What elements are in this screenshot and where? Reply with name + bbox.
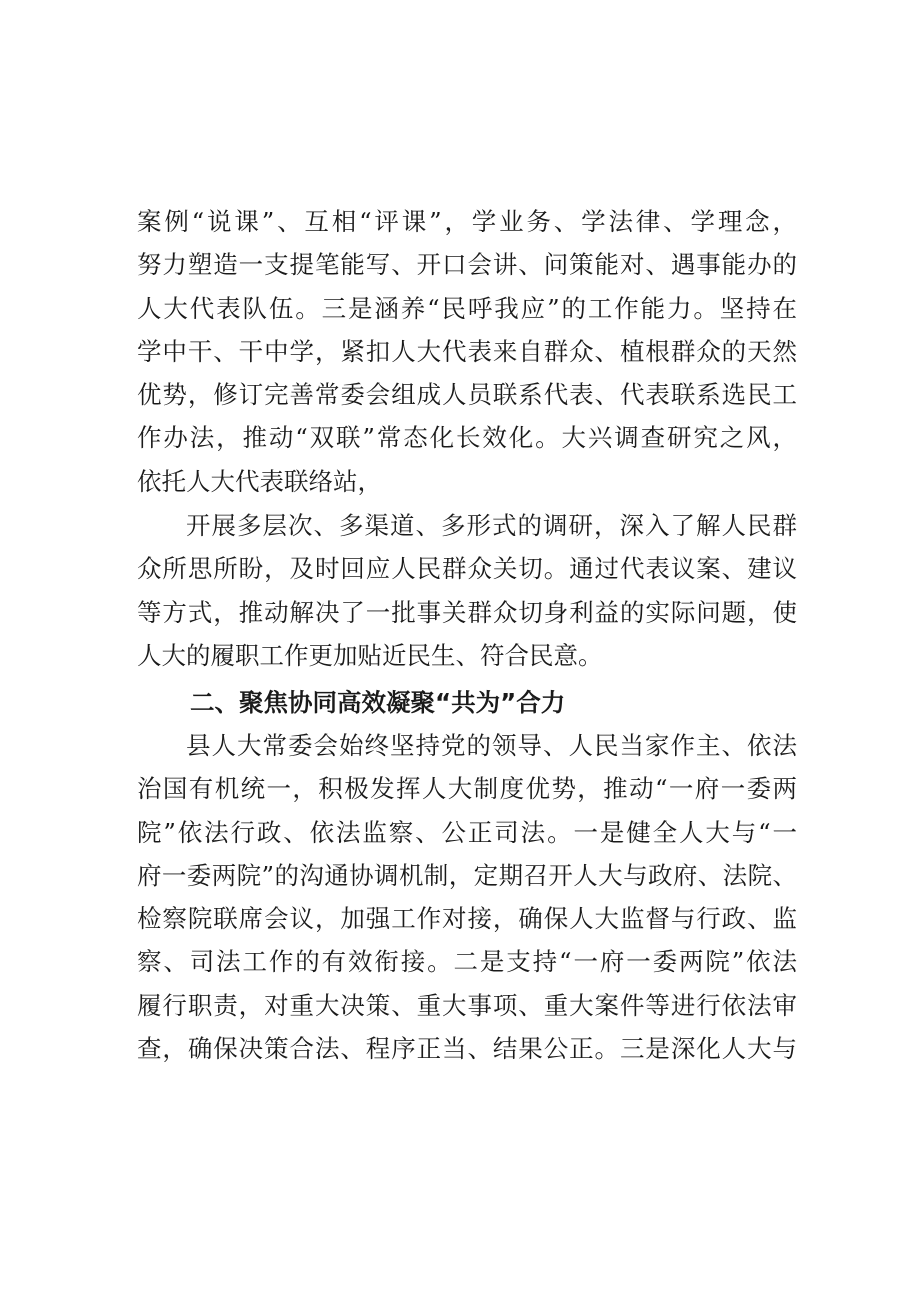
- paragraph-2-line: 众所思所盼，及时回应人民群众关切。通过代表议案、建议: [137, 554, 797, 584]
- paragraph-3-line: 履行职责，对重大决策、重大事项、重大案件等进行依法审: [137, 990, 797, 1020]
- paragraph-1-line: 努力塑造一支提笔能写、开口会讲、问策能对、遇事能办的: [137, 250, 797, 280]
- paragraph-3-line: 查，确保决策合法、程序正当、结果公正。三是深化人大与: [137, 1034, 797, 1064]
- paragraph-1-line: 人大代表队伍。三是涵养“民呼我应”的工作能力。坚持在: [137, 293, 797, 323]
- paragraph-2-line: 等方式，推动解决了一批事关群众切身利益的实际问题，使: [137, 597, 797, 627]
- paragraph-2-line: 人大的履职工作更加贴近民生、符合民意。: [137, 640, 603, 670]
- paragraph-3-line: 府一委两院”的沟通协调机制，定期召开人大与政府、法院、: [137, 860, 797, 890]
- paragraph-2: [137, 504, 797, 677]
- paragraph-1-line: 案例“说课”、互相“评课”，学业务、学法律、学理念，: [137, 207, 797, 236]
- paragraph-1-line: 依托人大代表联络站，: [137, 466, 382, 496]
- paragraph-3-line: 治国有机统一，积极发挥人大制度优势，推动“一府一委两: [137, 774, 797, 804]
- paragraph-1-line: 学中干、干中学，紧扣人大代表来自群众、植根群众的天然: [137, 336, 797, 366]
- paragraph-3: [137, 724, 797, 1070]
- paragraph-3-line: 检察院联席会议，加强工作对接，确保人大监督与行政、监: [137, 904, 797, 934]
- paragraph-1-line: 优势，修订完善常委会组成人员联系代表、代表联系选民工: [137, 380, 797, 410]
- paragraph-3-line: 县人大常委会始终坚持党的领导、人民当家作主、依法: [186, 731, 797, 760]
- paragraph-1: [137, 200, 797, 503]
- section-heading: 二、聚焦协同高效凝聚“共为”合力: [190, 688, 566, 717]
- paragraph-2-line: 开展多层次、多渠道、多形式的调研，深入了解人民群: [186, 511, 797, 540]
- paragraph-3-line: 察、司法工作的有效衔接。二是支持“一府一委两院”依法: [137, 947, 797, 977]
- paragraph-3-line: 院”依法行政、依法监察、公正司法。一是健全人大与“一: [137, 817, 797, 847]
- paragraph-1-line: 作办法，推动“双联”常态化长效化。大兴调查研究之风，: [137, 423, 797, 453]
